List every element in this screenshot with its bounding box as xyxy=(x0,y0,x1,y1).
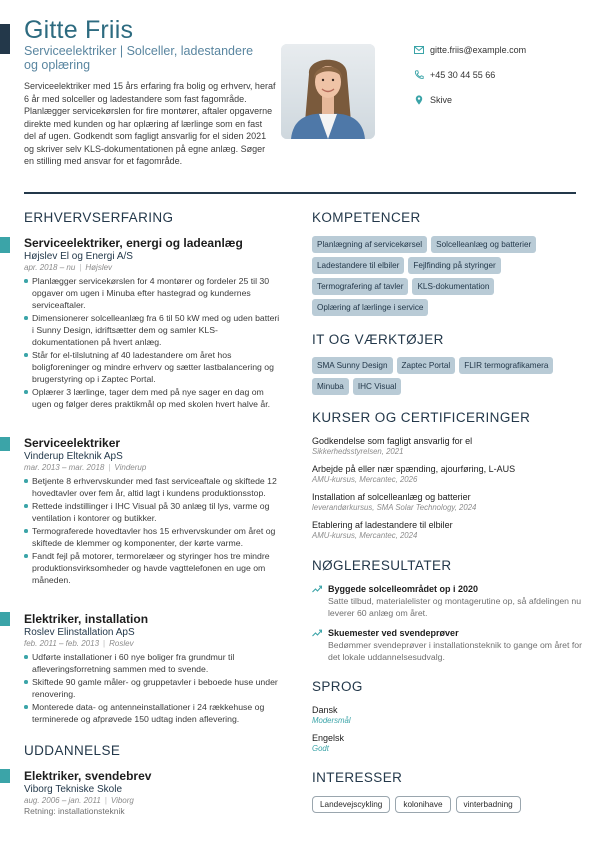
education-dates: aug. 2006 – jan. 2011 xyxy=(24,796,101,805)
it-tool-tag: IHC Visual xyxy=(353,378,402,395)
course-entry xyxy=(312,520,582,540)
job-entry-2 xyxy=(24,436,282,587)
job-dates: mar. 2013 – mar. 2018 xyxy=(24,463,105,472)
job-title: Serviceelektriker, energi og ladeanlæg xyxy=(24,236,243,250)
course-source: leverandørkursus, SMA Solar Technology, 2024 xyxy=(312,503,477,512)
job-dates: feb. 2011 – feb. 2013 xyxy=(24,639,100,648)
it-tools-heading: IT OG VÆRKTØJER xyxy=(312,332,444,347)
header-divider xyxy=(24,192,576,194)
meta-separator: | xyxy=(104,796,107,805)
education-heading: UDDANNELSE xyxy=(24,743,121,758)
competence-tag: Ladestandere til elbiler xyxy=(312,257,404,274)
portrait-illustration xyxy=(281,44,375,139)
course-source: AMU-kursus, Mercantec, 2024 xyxy=(312,531,418,540)
competence-tag: KLS-dokumentation xyxy=(412,278,494,295)
key-result-title-row xyxy=(312,584,582,594)
language-name: Engelsk xyxy=(312,733,345,743)
it-tool-tags xyxy=(312,357,582,395)
interest-tag: kolonihave xyxy=(395,796,450,813)
job-title: Serviceelektriker xyxy=(24,436,121,450)
competence-tag: Termografering af tavler xyxy=(312,278,408,295)
job-bullets xyxy=(24,475,282,586)
meta-separator: | xyxy=(108,463,111,472)
key-results-heading: NØGLERESULTATER xyxy=(312,558,452,573)
profile-summary: Serviceelektriker med 15 års erfaring fra bolig og erhverv, heraf 6 år med solceller og ladestandere som fast fagområde. Planlægger servicekørslen for fire montører, aftaler opgaverne direkte med kunden og har oplæring af lærlinge som en fast del af ugen. Godkendt som fagligt ansvarlig for el siden 2021 og skriver selv KLS-dokumentationen på egne anlæg. Søger en stilling med ansvar for et fagområde. xyxy=(24,81,276,166)
language-level: Godt xyxy=(312,744,329,753)
key-result xyxy=(312,584,582,619)
it-tool-tag: Minuba xyxy=(312,378,349,395)
competence-tag: Planlægning af servicekørsel xyxy=(312,236,427,253)
list-item: Fandt fejl på motorer, termorelæer og styringer hos tre mindre produktionsvirksomheder og havde vagttelefonen en uge om måneden. xyxy=(24,550,282,586)
key-result-description: Satte tilbud, materialelister og montagerutine op, så afdelingen nu leverer 60 anlæg om året. xyxy=(328,596,582,618)
meta-separator: | xyxy=(79,263,82,272)
key-result-title: Skuemester ved svendeprøver xyxy=(328,628,459,638)
job-bullets xyxy=(24,651,282,725)
contact-phone-text: +45 30 44 55 66 xyxy=(430,70,496,80)
job-title: Elektriker, installation xyxy=(24,612,149,626)
job-meta xyxy=(24,639,282,648)
experience-accent-bar xyxy=(0,237,10,253)
course-entry xyxy=(312,436,582,456)
interest-tags xyxy=(312,796,521,813)
mail-icon xyxy=(414,45,424,55)
education-entry xyxy=(24,769,282,816)
phone-icon xyxy=(414,70,424,80)
list-item: Termograferede hovedtavler hos 15 erhvervskunder om året og skiftede de klemmer og komponenter, der kørte varme. xyxy=(24,525,282,549)
course-entry xyxy=(312,464,582,484)
it-tool-tag: FLIR termografikamera xyxy=(459,357,553,374)
list-item: Monterede data- og antenneinstallationer i 24 rækkehuse og terminerede og afprøvede 150 udtag inden aflevering. xyxy=(24,701,282,725)
education-direction: Retning: installationsteknik xyxy=(24,806,125,816)
job-dates: apr. 2018 – nu xyxy=(24,263,76,272)
competence-tag: Fejlfinding på styringer xyxy=(408,257,500,274)
key-result-title: Byggede solcelleområdet op i 2020 xyxy=(328,584,479,594)
key-result-description: Bedømmer svendeprøver i installationsteknik to gange om året for det lokale uddannelsesudvalg. xyxy=(328,640,582,662)
candidate-name: Gitte Friis xyxy=(24,16,134,44)
language-heading: SPROG xyxy=(312,679,363,694)
course-title: Installation af solcelleanlæg og batterier xyxy=(312,492,471,502)
course-title: Godkendelse som fagligt ansvarlig for el xyxy=(312,436,473,446)
interests-heading: INTERESSER xyxy=(312,770,403,785)
job-company: Vinderup Elteknik ApS xyxy=(24,451,123,462)
list-item: Rettede indstillinger i IHC Visual på 30 anlæg til lys, varme og ventilation i kontorer og butikker. xyxy=(24,500,282,524)
job-meta xyxy=(24,263,282,272)
it-tool-tag: SMA Sunny Design xyxy=(312,357,393,374)
competence-tag: Solcelleanlæg og batterier xyxy=(431,236,536,253)
profile-photo xyxy=(281,44,375,139)
language-entry xyxy=(312,733,344,753)
job-company: Roslev Elinstallation ApS xyxy=(24,627,135,638)
trend-up-icon xyxy=(312,585,322,593)
list-item: Står for el-tilslutning af 40 ladestandere om året hos boligforeninger og mindre erhverv og sætter lastbalancering og brugerstyring op i Zaptec Portal. xyxy=(24,349,282,385)
course-source: Sikkerhedsstyrelsen, 2021 xyxy=(312,447,404,456)
trend-up-icon xyxy=(312,629,322,637)
course-entry xyxy=(312,492,582,512)
job-bullets xyxy=(24,275,282,410)
header-accent-bar xyxy=(0,24,10,54)
courses-heading: KURSER OG CERTIFICERINGER xyxy=(312,410,531,425)
candidate-subtitle: Serviceelektriker | Solceller, ladestandere og oplæring xyxy=(24,44,254,72)
language-name: Dansk xyxy=(312,705,338,715)
education-school: Viborg Tekniske Skole xyxy=(24,784,123,795)
experience-heading: ERHVERVSERFARING xyxy=(24,210,174,225)
language-entry xyxy=(312,705,351,725)
contact-email[interactable] xyxy=(414,45,526,55)
location-pin-icon xyxy=(414,95,424,105)
competence-tags xyxy=(312,236,582,316)
education-meta xyxy=(24,796,282,805)
contact-location-text: Skive xyxy=(430,95,453,105)
list-item: Dimensionerer solcelleanlæg fra 6 til 50 kW med og uden batteri i Sunny Design, idriftsætter dem og samler KLS-dokumentationen på hvert anlæg. xyxy=(24,312,282,348)
job-entry-1 xyxy=(24,236,282,411)
contact-email-text: gitte.friis@example.com xyxy=(430,45,527,55)
language-level: Modersmål xyxy=(312,716,351,725)
education-title: Elektriker, svendebrev xyxy=(24,769,152,783)
course-source: AMU-kursus, Mercantec, 2026 xyxy=(312,475,418,484)
contact-phone[interactable] xyxy=(414,70,495,80)
interest-tag: vinterbadning xyxy=(456,796,521,813)
job-company: Højslev El og Energi A/S xyxy=(24,251,133,262)
contact-location xyxy=(414,95,452,105)
list-item: Oplærer 3 lærlinge, tager dem med på nye sager en dag om ugen og følger deres praktikmål op med skolen hvert halve år. xyxy=(24,386,282,410)
list-item: Planlægger servicekørslen for 4 montører og fordeler 25 til 30 opgaver om ugen i Minuba efter hastegrad og kundernes serviceaftaler. xyxy=(24,275,282,311)
job-place: Vinderup xyxy=(114,463,147,472)
list-item: Betjente 8 erhvervskunder med fast serviceaftale og skiftede 12 hovedtavler over fem år, altid lagt i kundens produktionsstop. xyxy=(24,475,282,499)
list-item: Skiftede 90 gamle måler- og gruppetavler i beboede huse under renovering. xyxy=(24,676,282,700)
job-meta xyxy=(24,463,282,472)
job-accent-bar-2 xyxy=(0,437,10,451)
competences-heading: KOMPETENCER xyxy=(312,210,421,225)
job-entry-3 xyxy=(24,612,282,726)
interest-tag: Landevejscykling xyxy=(312,796,390,813)
course-title: Arbejde på eller nær spænding, ajourføring, L-AUS xyxy=(312,464,516,474)
list-item: Udførte installationer i 60 nye boliger fra grundmur til afleveringsforretning sammen med to svende. xyxy=(24,651,282,675)
key-result xyxy=(312,628,582,663)
key-result-title-row xyxy=(312,628,582,638)
job-place: Roslev xyxy=(109,639,134,648)
education-place: Viborg xyxy=(110,796,134,805)
education-accent-bar xyxy=(0,769,10,783)
course-title: Etablering af ladestandere til elbiler xyxy=(312,520,453,530)
job-place: Højslev xyxy=(85,263,113,272)
meta-separator: | xyxy=(103,639,106,648)
job-accent-bar-3 xyxy=(0,612,10,626)
it-tool-tag: Zaptec Portal xyxy=(397,357,456,374)
competence-tag: Oplæring af lærlinge i service xyxy=(312,299,428,316)
